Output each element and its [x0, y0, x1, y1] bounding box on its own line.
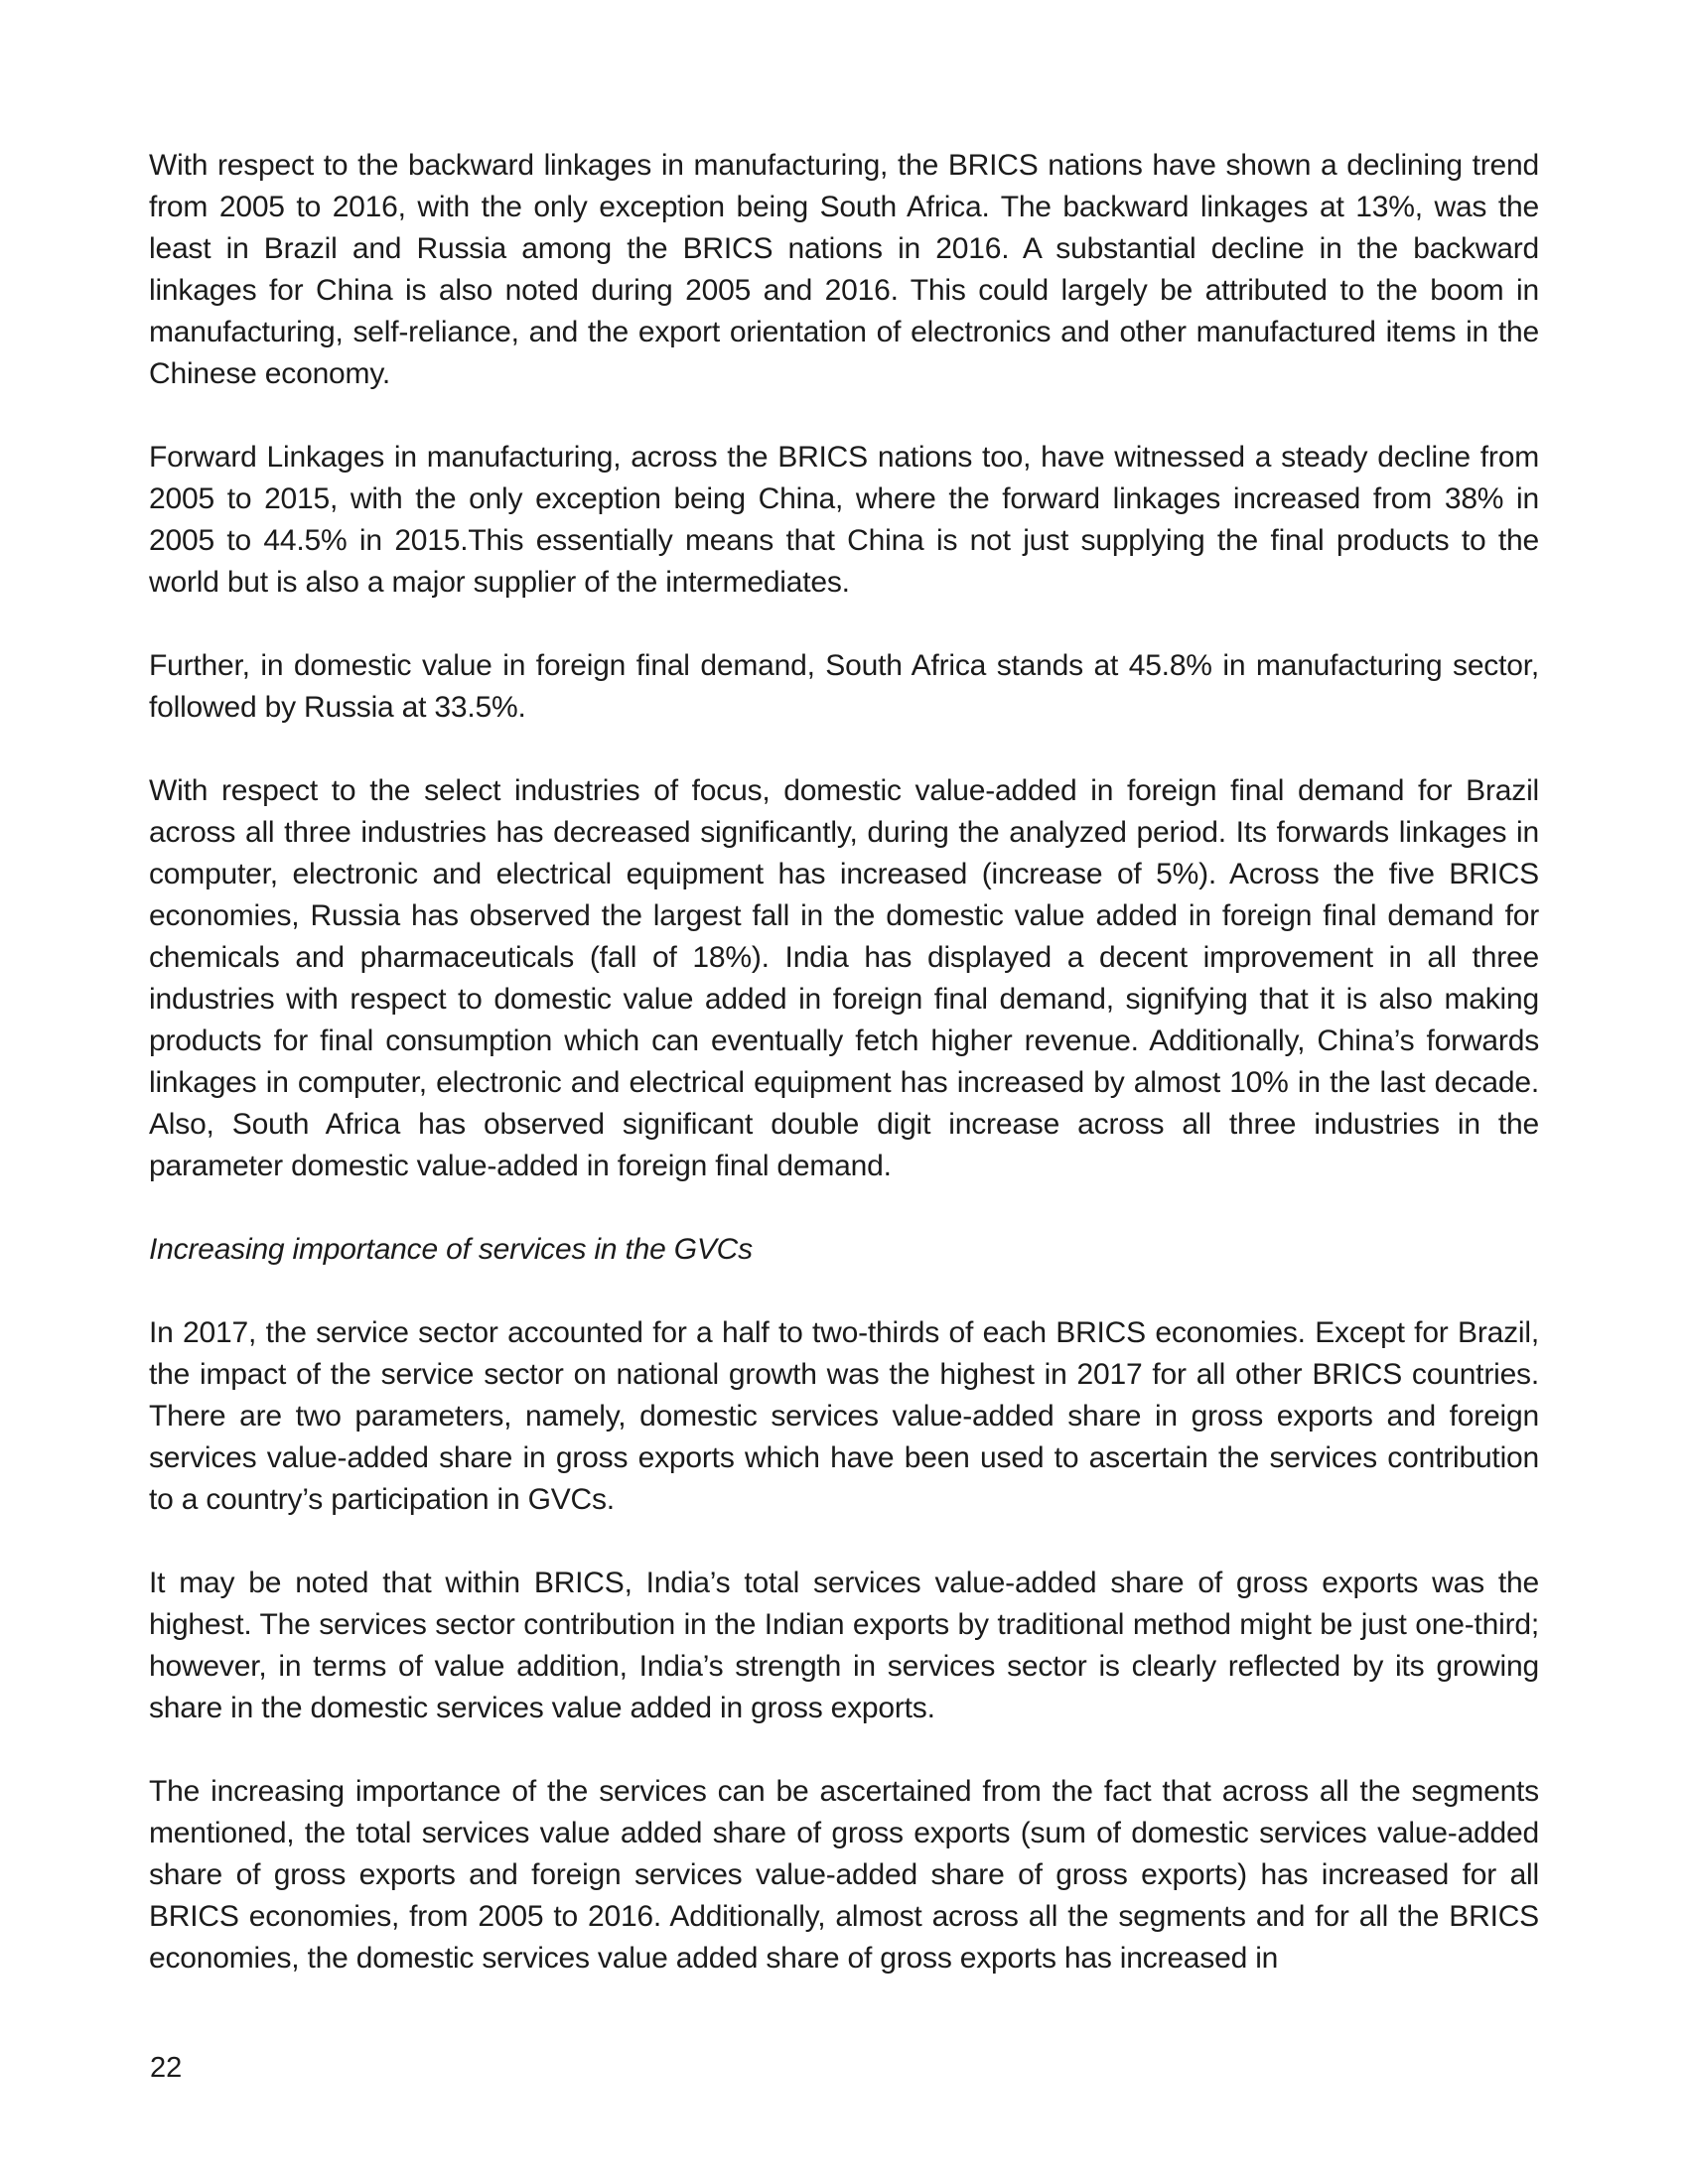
paragraph-service-sector-2017: In 2017, the service sector accounted for a half to two-thirds of each BRICS economies. Except for Brazil, the impact of the service sector on national growth was the highest in 2017 for all other BRICS countries. There are two parameters, namely, domestic services value-added share in gross exports and foreign services value-added share in gross exports which have been used to ascertain the services contribution to a country’s participation in GVCs.: [149, 1316, 1539, 1516]
page-number: 22: [150, 2052, 183, 2084]
paragraph-forward-linkages: Forward Linkages in manufacturing, across the BRICS nations too, have witnessed a steady decline from 2005 to 2015, with the only exception being China, where the forward linkages increased from 38% in 2005 to 44.5% in 2015.This essentially means that China is not just supplying the final products to the world but is also a major supplier of the intermediates.: [149, 441, 1539, 599]
paragraph-select-industries: With respect to the select industries of focus, domestic value-added in foreign final demand for Brazil across all three industries has decreased significantly, during the analyzed period. Its forwards linkages in computer, electronic and electrical equipment has increased (increase of 5%). Across the five BRICS economies, Russia has observed the largest fall in the domestic value added in foreign final demand for chemicals and pharmaceuticals (fall of 18%). India has displayed a decent improvement in all three industries with respect to domestic value added in foreign final demand, signifying that it is also making products for final consumption which can eventually fetch higher revenue. Additionally, China’s forwards linkages in computer, electronic and electrical equipment has increased by almost 10% in the last decade. Also, South Africa has observed significant double digit increase across all three industries in the parameter domestic value-added in foreign final demand.: [149, 774, 1539, 1182]
paragraph-backward-linkages: With respect to the backward linkages in manufacturing, the BRICS nations have shown a declining trend from 2005 to 2016, with the only exception being South Africa. The backward linkages at 13%, was the least in Brazil and Russia among the BRICS nations in 2016. A substantial decline in the backward linkages for China is also noted during 2005 and 2016. This could largely be attributed to the boom in manufacturing, self-reliance, and the export orientation of electronics and other manufactured items in the Chinese economy.: [149, 149, 1539, 390]
paragraph-india-services: It may be noted that within BRICS, India’s total services value-added share of gross exports was the highest. The services sector contribution in the Indian exports by traditional method might be just one-third; however, in terms of value addition, India’s strength in services sector is clearly reflected by its growing share in the domestic services value added in gross exports.: [149, 1567, 1539, 1724]
page-body: [149, 145, 1539, 2021]
paragraph-increasing-importance: The increasing importance of the services can be ascertained from the fact that across all the segments mentioned, the total services value added share of gross exports (sum of domestic services value-added share of gross exports and foreign services value-added share of gross exports) has increased for all BRICS economies, from 2005 to 2016. Additionally, almost across all the segments and for all the BRICS economies, the domestic services value added share of gross exports has increased in: [149, 1775, 1539, 1975]
section-heading: Increasing importance of services in the GVCs: [149, 1233, 753, 1266]
paragraph-domestic-value: Further, in domestic value in foreign final demand, South Africa stands at 45.8% in manufacturing sector, followed by Russia at 33.5%.: [149, 649, 1539, 724]
